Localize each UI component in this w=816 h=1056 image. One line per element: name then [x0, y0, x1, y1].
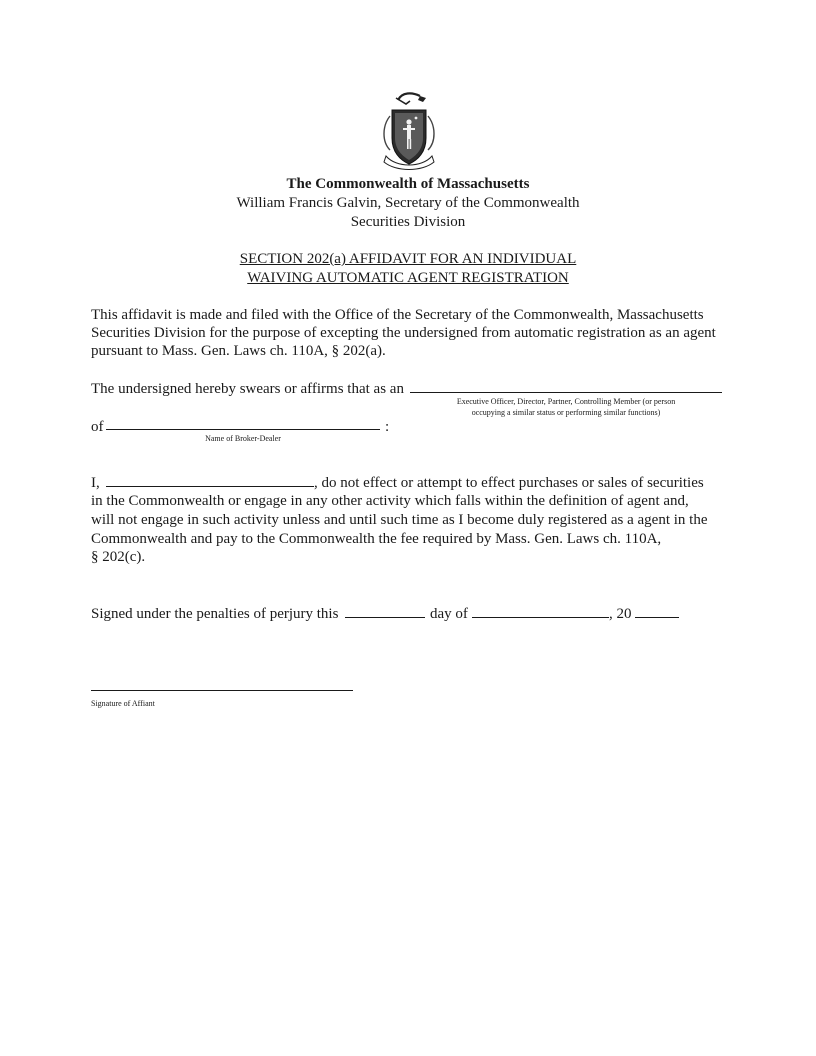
- signature-field[interactable]: [91, 690, 353, 691]
- day-field[interactable]: [345, 617, 425, 618]
- year-field[interactable]: [635, 617, 679, 618]
- statement-line-2: in the Commonwealth or engage in any other activity which falls within the definition of agent and,: [91, 493, 689, 509]
- statement-prefix: I,: [91, 475, 100, 491]
- affiant-name-field[interactable]: [106, 486, 314, 487]
- position-title-field[interactable]: [410, 392, 722, 393]
- position-caption-2: occupying a similar status or performing similar functions): [471, 408, 661, 417]
- section-title-line-2: WAIVING AUTOMATIC AGENT REGISTRATION: [247, 270, 569, 286]
- section-title-line-1: SECTION 202(a) AFFIDAVIT FOR AN INDIVIDUAL: [239, 251, 577, 267]
- intro-line-1: This affidavit is made and filed with the Office of the Secretary of the Commonwealth, Massachusetts: [91, 307, 704, 323]
- signature-caption: Signature of Affiant: [91, 699, 155, 708]
- statement-line-5: § 202(c).: [91, 549, 146, 565]
- intro-line-3: pursuant to Mass. Gen. Laws ch. 110A, § 202(a).: [91, 343, 386, 359]
- signed-text-2: day of: [430, 606, 468, 622]
- signed-text-1: Signed under the penalties of perjury this: [91, 606, 339, 622]
- statement-line-3: will not engage in such activity unless and until such time as I become duly registered as a agent in the: [91, 512, 708, 528]
- commonwealth-title: The Commonwealth of Massachusetts: [286, 176, 530, 192]
- broker-dealer-name-field[interactable]: [106, 429, 380, 430]
- statement-line-1: , do not effect or attempt to effect purchases or sales of securities: [314, 475, 704, 491]
- signed-text-3: , 20: [609, 606, 632, 622]
- intro-line-2: Securities Division for the purpose of excepting the undersigned from automatic registration as an agent: [91, 325, 716, 341]
- swear-lead-text: The undersigned hereby swears or affirms that as an: [91, 381, 404, 397]
- statement-line-4: Commonwealth and pay to the Commonwealth the fee required by Mass. Gen. Laws ch. 110A,: [91, 531, 662, 547]
- division-subtitle: Securities Division: [350, 214, 466, 230]
- colon-mark: :: [385, 419, 390, 435]
- position-caption-1: Executive Officer, Director, Partner, Controlling Member (or person: [456, 397, 676, 406]
- month-field[interactable]: [472, 617, 609, 618]
- secretary-subtitle: William Francis Galvin, Secretary of the Commonwealth: [236, 195, 580, 211]
- massachusetts-seal-icon: [376, 86, 442, 172]
- of-label: of: [91, 419, 104, 435]
- broker-dealer-caption: Name of Broker-Dealer: [205, 434, 281, 443]
